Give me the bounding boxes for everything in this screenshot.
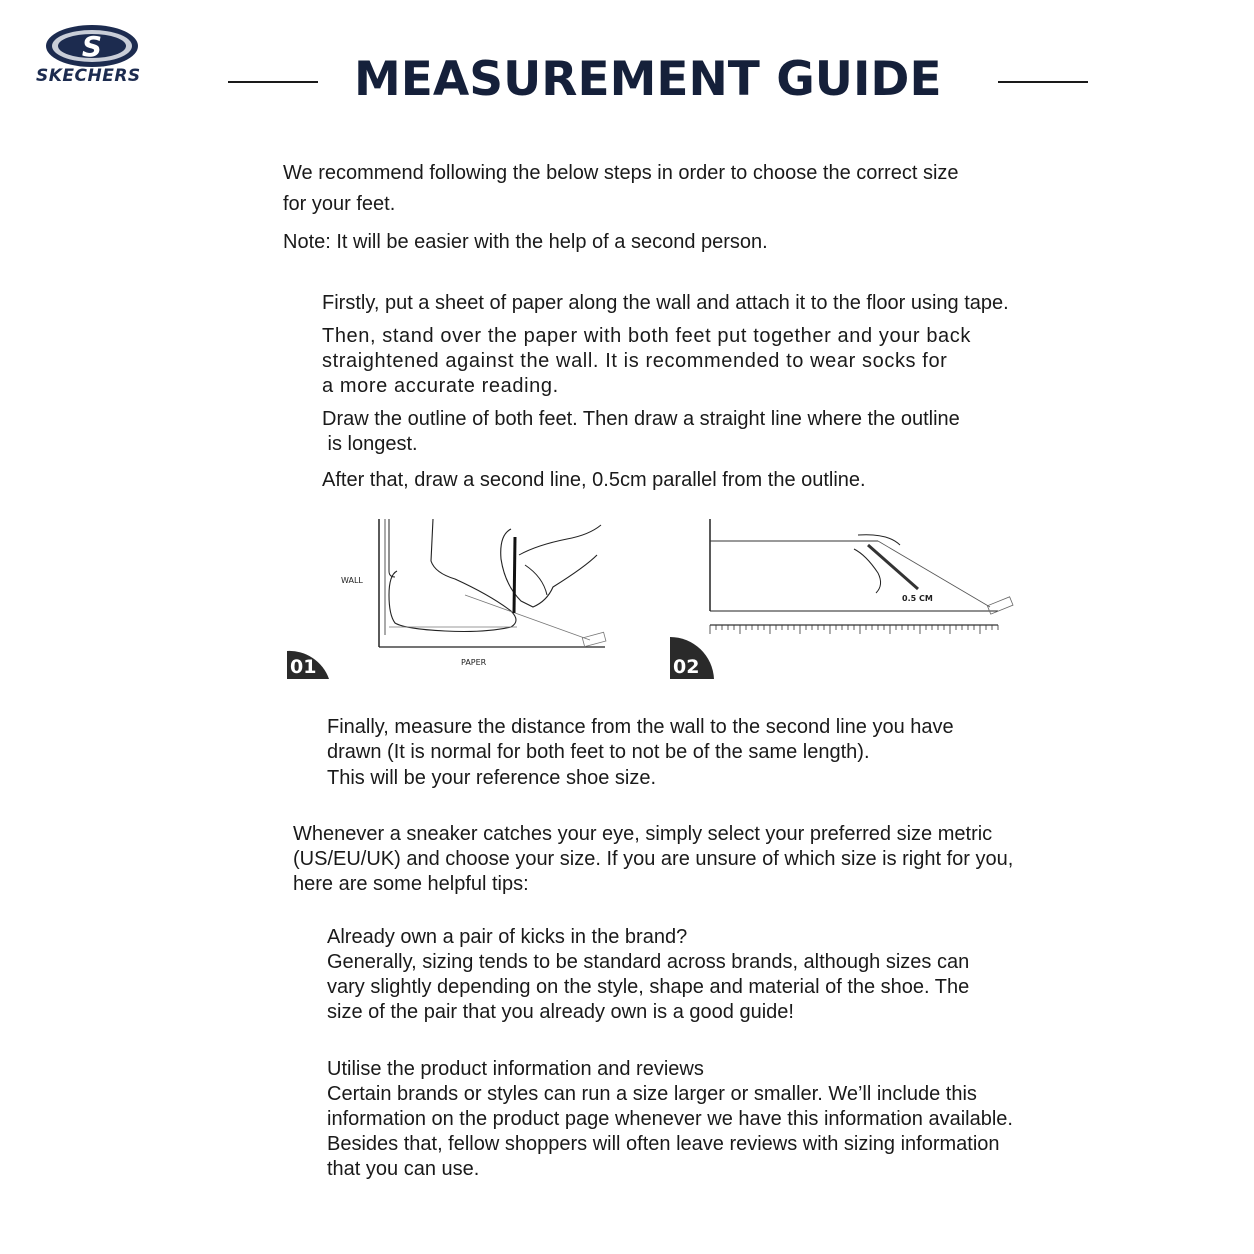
- intro-line-1: We recommend following the below steps in order to choose the correct size: [283, 162, 959, 184]
- brand-wordmark: SKECHERS: [36, 66, 141, 86]
- step-badge-02: 02: [673, 656, 700, 678]
- intro-note: Note: It will be easier with the help of a second person.: [283, 231, 768, 253]
- title-rule-right: [998, 81, 1088, 83]
- tips-intro-line-2: (US/EU/UK) and choose your size. If you are unsure of which size is right for you,: [293, 848, 1014, 870]
- step-2-line-2: straightened against the wall. It is recommended to wear socks for: [322, 350, 948, 372]
- tips-intro-line-3: here are some helpful tips:: [293, 873, 529, 895]
- step-2-line-3: a more accurate reading.: [322, 375, 559, 397]
- tip-2-line-1: Certain brands or styles can run a size larger or smaller. We’ll include this: [327, 1083, 977, 1105]
- intro-line-2: for your feet.: [283, 193, 396, 215]
- final-step-1-line-2: drawn (It is normal for both feet to not be of the same length).: [327, 741, 870, 763]
- step-1-line-1: Firstly, put a sheet of paper along the wall and attach it to the floor using tape.: [322, 292, 1009, 314]
- tip-1-line-2: vary slightly depending on the style, shape and material of the shoe. The: [327, 976, 970, 998]
- step-3-line-1: Draw the outline of both feet. Then draw a straight line where the outline: [322, 408, 960, 430]
- brand-logo-letter: S: [81, 30, 103, 63]
- tip-1-line-1: Generally, sizing tends to be standard across brands, although sizes can: [327, 951, 970, 973]
- tip-1-line-3: size of the pair that you already own is a good guide!: [327, 1001, 794, 1023]
- title-rule-left: [228, 81, 318, 83]
- tip-2-line-3: Besides that, fellow shoppers will often leave reviews with sizing information: [327, 1133, 1000, 1155]
- tip-2-heading: Utilise the product information and reviews: [327, 1058, 704, 1080]
- paper-label: PAPER: [461, 658, 487, 667]
- illustration-01: [285, 515, 625, 683]
- step-2-line-1: Then, stand over the paper with both feet put together and your back: [322, 325, 971, 347]
- final-step-1-line-1: Finally, measure the distance from the wall to the second line you have: [327, 716, 954, 738]
- step-badge-01: 01: [290, 656, 317, 678]
- wall-label: WALL: [341, 576, 363, 585]
- page-title: MEASUREMENT GUIDE: [354, 52, 942, 107]
- tip-1-heading: Already own a pair of kicks in the brand?: [327, 926, 688, 948]
- ruler-ticks: [710, 625, 998, 634]
- step-3-line-2: is longest.: [322, 433, 418, 455]
- measure-label: 0.5 CM: [902, 594, 933, 603]
- tips-intro-line-1: Whenever a sneaker catches your eye, simply select your preferred size metric: [293, 823, 993, 845]
- final-step-2-line-1: This will be your reference shoe size.: [327, 767, 657, 789]
- illustration-02: [668, 515, 1018, 683]
- tip-2-line-2: information on the product page whenever we have this information available.: [327, 1108, 1013, 1130]
- tip-2-line-4: that you can use.: [327, 1158, 480, 1180]
- step-4-line-1: After that, draw a second line, 0.5cm parallel from the outline.: [322, 469, 866, 491]
